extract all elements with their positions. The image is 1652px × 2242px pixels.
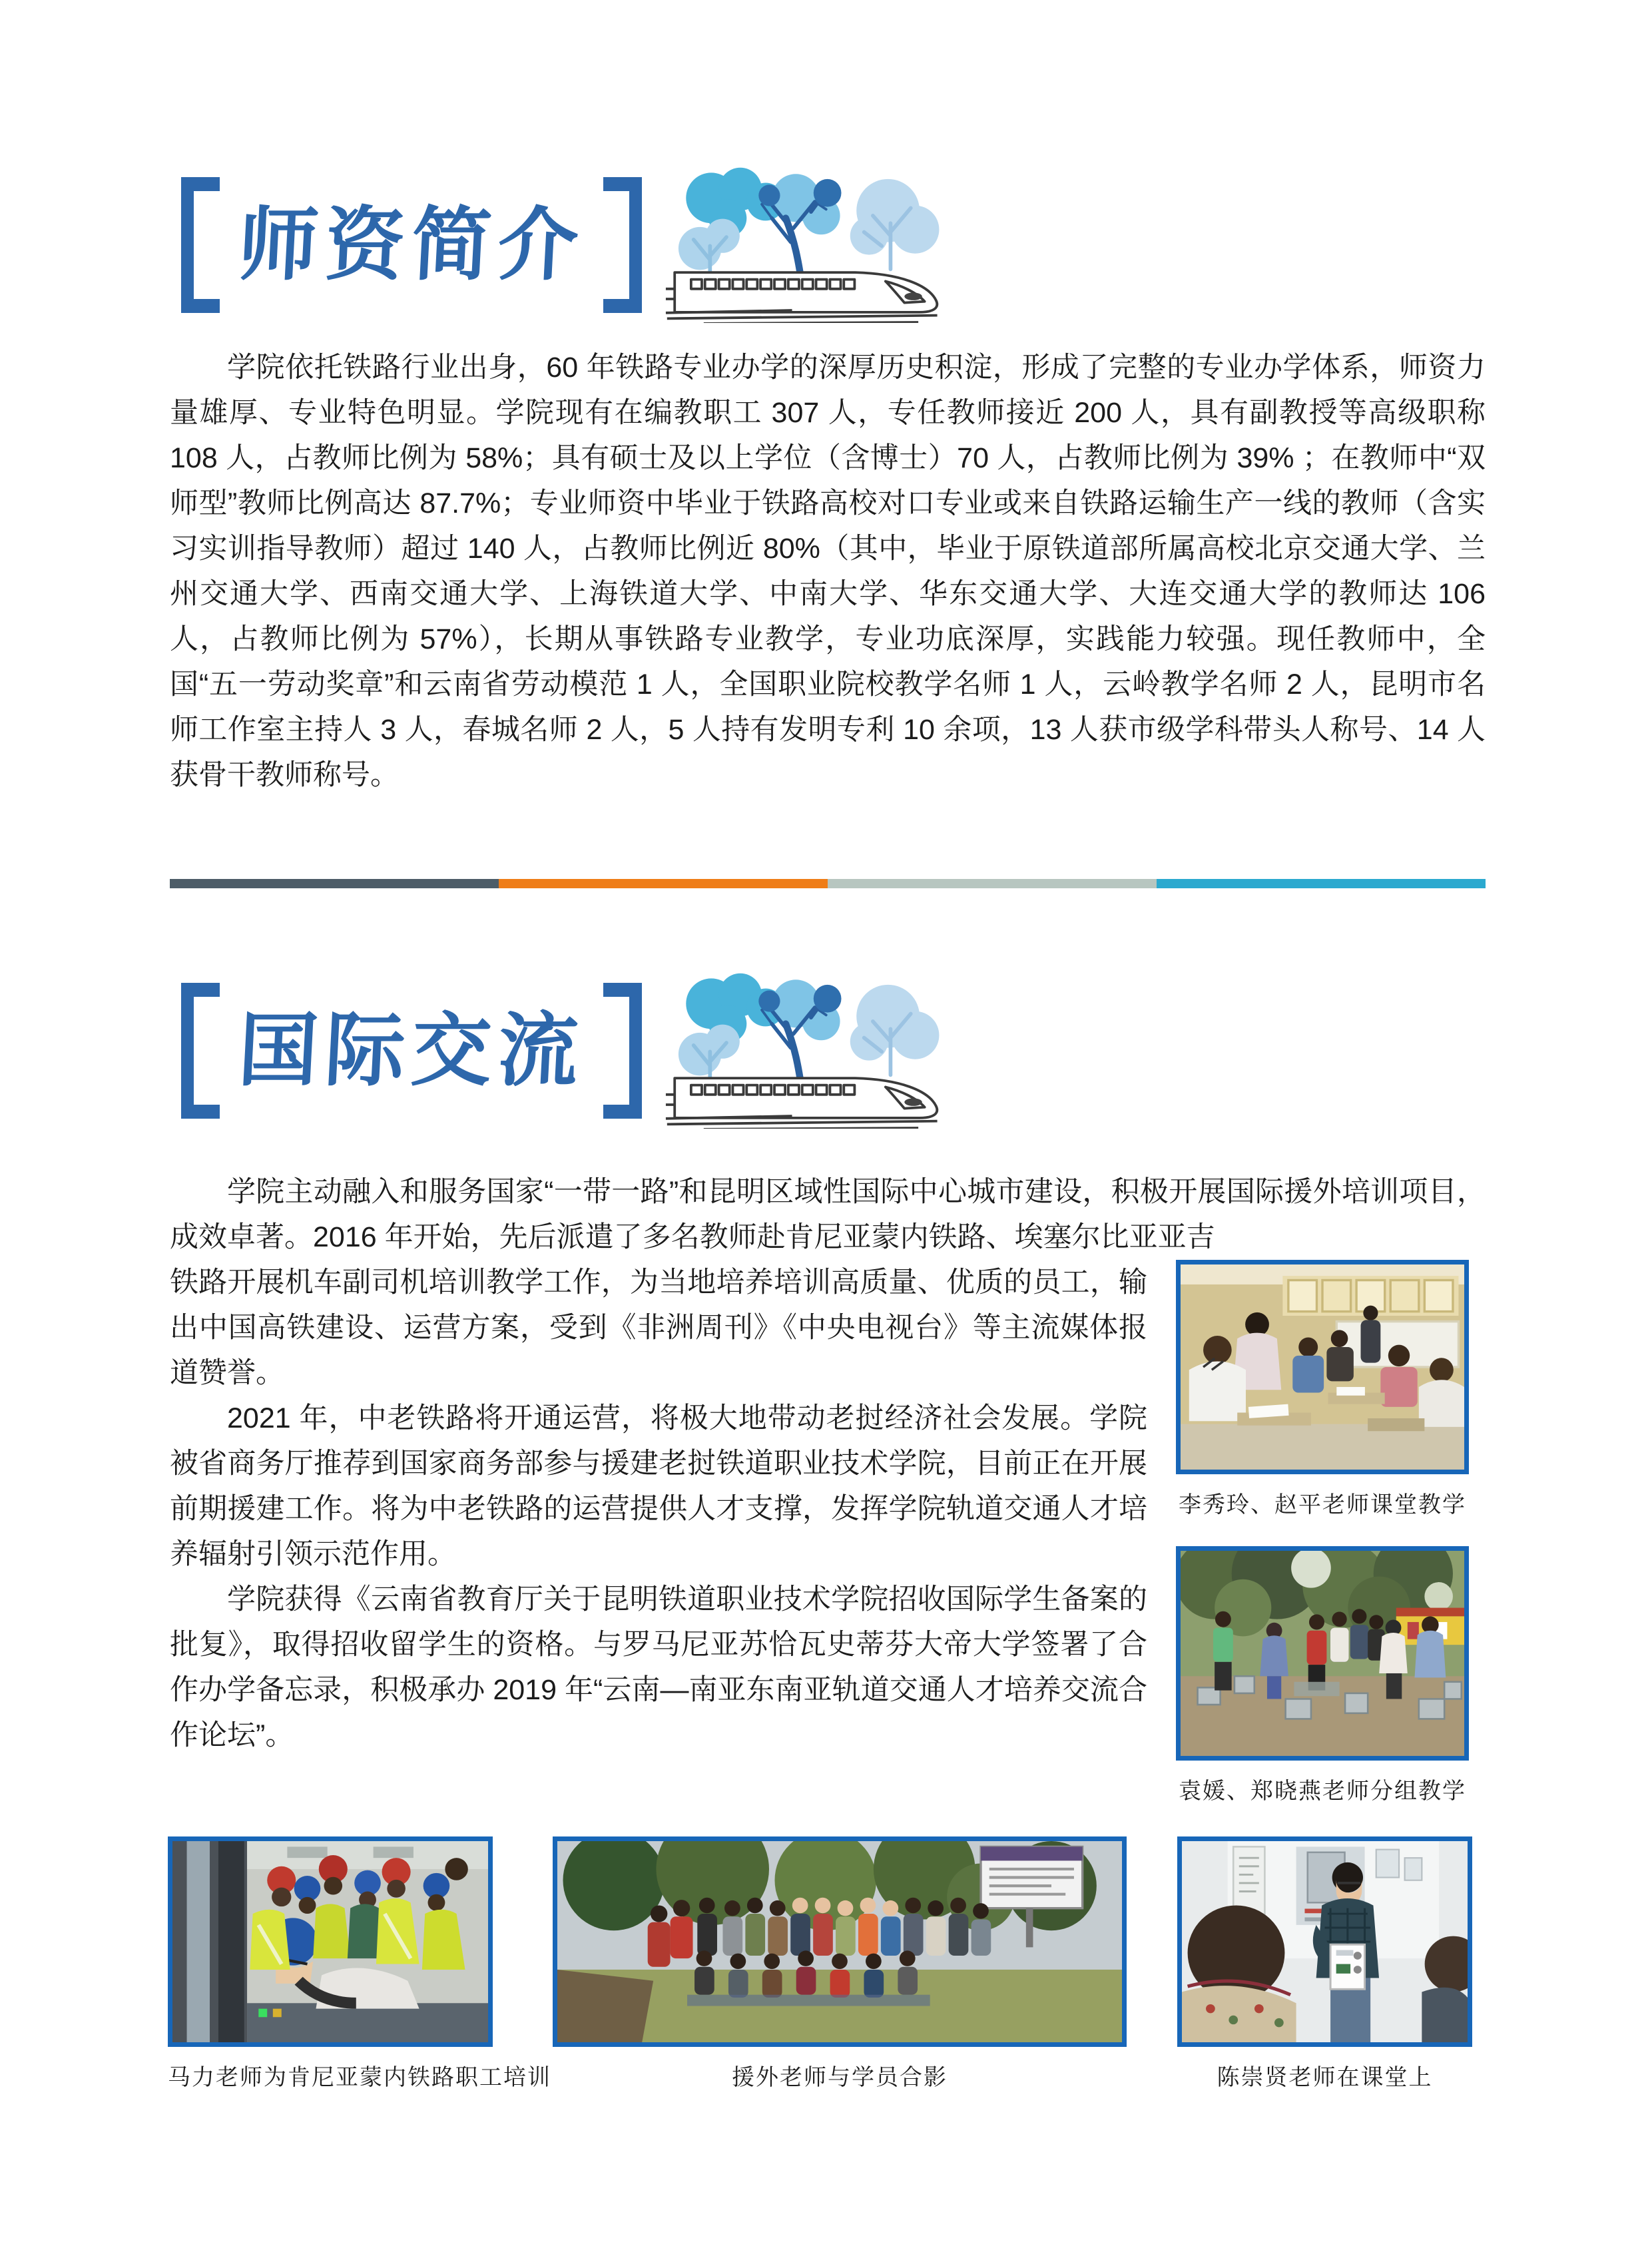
exchange-narrow-column <box>170 1260 1147 1758</box>
train-trees-illustration-icon <box>656 165 954 323</box>
divider-segment-teal <box>1157 879 1486 888</box>
left-bracket-icon <box>181 983 220 1119</box>
chen-classroom-photo <box>1177 1836 1472 2047</box>
exchange-paragraph-1-start: 学院主动融入和服务国家“一带一路”和昆明区域性国际中心城市建设，积极开展国际援外培训项目，成效卓著。2016 年开始，先后派遣了多名教师赴肯尼亚蒙内铁路、埃塞尔比亚亚吉 <box>170 1176 1486 1253</box>
divider-segment-slate <box>170 879 499 888</box>
photo-caption: 援外老师与学员合影 <box>732 2065 948 2090</box>
photo-caption: 马力老师为肯尼亚蒙内铁路职工培训 <box>168 2065 551 2090</box>
section2-bracket-title <box>181 983 642 1119</box>
right-bracket-icon <box>603 983 642 1119</box>
group-photo-illustration <box>557 1841 1122 2042</box>
left-bracket-icon <box>181 177 220 313</box>
photo-classroom-teaching <box>1176 1260 1469 1519</box>
classroom-teaching-photo <box>1176 1260 1469 1474</box>
exchange-paragraph-1-continued: 铁路开展机车副司机培训教学工作，为当地培养培训高质量、优质的员工，输出中国高铁建设、运营方案，受到《非洲周刊》《中央电视台》等主流媒体报道赞誉。 <box>170 1266 1147 1389</box>
group-photo-image <box>553 1836 1127 2047</box>
outdoor-group-scene-illustration <box>1181 1551 1464 1756</box>
exchange-paragraph-2: 2021 年，中老铁路将开通运营，将极大地带动老挝经济社会发展。学院被省商务厅推荐到国家商务部参与援建老挝铁道职业技术学院，目前正在开展前期援建工作。将为中老铁路的运营提供人才支撑，发挥学院轨道交通人才培养辐射引领示范作用。 <box>170 1402 1147 1570</box>
train-cab-training-illustration <box>172 1841 488 2042</box>
right-bracket-icon <box>603 177 642 313</box>
train-trees-illustration-icon <box>656 971 954 1129</box>
teacher-lecture-illustration <box>1182 1841 1468 2042</box>
photo-caption: 陈崇贤老师在课堂上 <box>1217 2065 1433 2090</box>
classroom-scene-illustration <box>1181 1264 1464 1470</box>
photo-caption: 袁媛、郑晓燕老师分组教学 <box>1179 1779 1466 1804</box>
group-teaching-photo <box>1176 1546 1469 1761</box>
kenya-training-photo <box>168 1836 493 2047</box>
divider-segment-orange <box>499 879 828 888</box>
section1-header <box>181 165 960 325</box>
photo-chen-classroom <box>1177 1836 1472 2092</box>
photo-group-teaching <box>1176 1546 1469 1805</box>
photo-group-photo <box>553 1836 1127 2092</box>
divider-segment-sage <box>828 879 1157 888</box>
section-divider <box>170 879 1486 888</box>
section1-title: 师资简介 <box>236 200 587 290</box>
photo-caption: 李秀玲、赵平老师课堂教学 <box>1179 1492 1466 1518</box>
section2-header <box>181 971 960 1131</box>
faculty-intro-paragraph: 学院依托铁路行业出身，60 年铁路专业办学的深厚历史积淀，形成了完整的专业办学体系，师资力量雄厚、专业特色明显。学院现有在编教职工 307 人，专任教师接近 200 人，具有副教授等高级职称 108 人，占教师比例为 58%；具有硕士及以上学位（含博士）70 人，占教师比例为 39% ；在教师中“双师型”教师比例高达 87.7%；专业师资中毕业于铁路高校对口专业或来自铁路运输生产一线的教师（含实习实训指导教师）超过 140 人，占教师比例近 80%（其中，毕业于原铁道部所属高校北京交通大学、兰州交通大学、西南交通大学、上海铁道大学、中南大学、华东交通大学、大连交通大学的教师达 106 人，占教师比例为 57%），长期从事铁路专业教学，专业功底深厚，实践能力较强。现任教师中，全国“五一劳动奖章”和云南省劳动模范 1 人，全国职业院校教学名师 1 人，云岭教学名师 2 人，昆明市名师工作室主持人 3 人，春城名师 2 人，5 人持有发明专利 10 余项，13 人获市级学科带头人称号、14 人获骨干教师称号。 <box>170 352 1486 791</box>
section1-bracket-title <box>181 177 642 313</box>
photo-kenya-training <box>168 1836 551 2092</box>
exchange-paragraph-3: 学院获得《云南省教育厅关于昆明铁道职业技术学院招收国际学生备案的批复》，取得招收留学生的资格。与罗马尼亚苏恰瓦史蒂芬大帝大学签署了合作办学备忘录，积极承办 2019 年“云南—南亚东南亚轨道交通人才培养交流合作论坛”。 <box>170 1583 1147 1751</box>
section2-title: 国际交流 <box>236 1006 587 1095</box>
